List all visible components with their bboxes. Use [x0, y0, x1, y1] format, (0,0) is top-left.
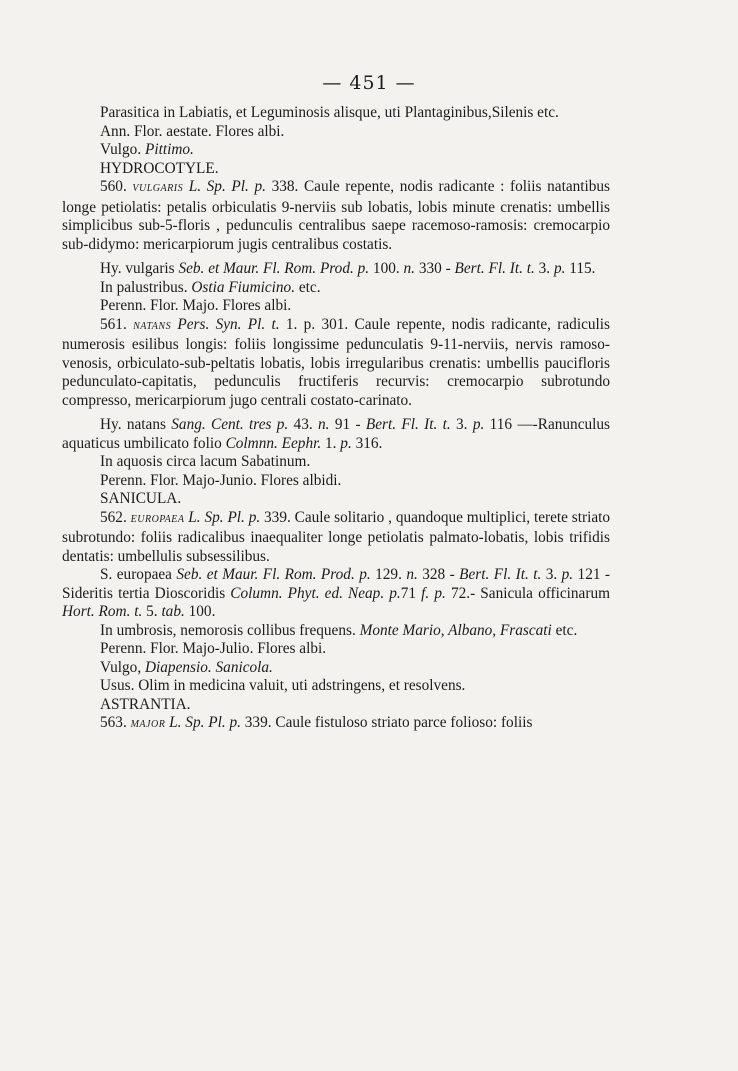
synonym-entry: S. europaea Seb. et Maur. Fl. Rom. Prod. p. 129. n. 328 - Bert. Fl. It. t. 3. p. 121 - Sideritis tertia Dioscoridis Column. Phyt. ed. Neap. p.71 f. p. 72.- Sanicula officinarum Hort. Rom. t. 5. tab. 100.: [62, 566, 611, 620]
text-line: Ann. Flor. aestate. Flores albi.: [100, 122, 285, 140]
species-entry: 560. VULGARIS L. Sp. Pl. p. 338. Caule repente, nodis radicante : foliis natantibus longe petiolatis: petalis orbiculatis 9-nerviis sub lobatis, lobis minute crenatis: umbellis simplicibus sub-5-floris , pedunculis centralibus saepe racemoso-ramosis: cremocarpio sub-didymo: mericarpiorum jugis centralibus costatis.: [62, 178, 611, 253]
species-entry: 562. EUROPAEA L. Sp. Pl. p. 339. Caule solitario , quandoque multiplici, terete striato subrotundo: foliis radicalibus inaequaliter longe petiolatis palmato-lobatis, lobis trifidis dentatis: umbellulis subsessilibus.: [62, 508, 611, 565]
usage-line: Usus. Olim in medicina valuit, uti adstringens, et resolvens.: [100, 677, 466, 694]
text-line: Parasitica in Labiatis, et Leguminosis alisque, uti Plantaginibus,Silenis etc.: [100, 104, 559, 121]
text-line: Vulgo. Pittimo.: [100, 141, 194, 158]
synonym-entry: Hy. natans Sang. Cent. tres p. 43. n. 91 - Bert. Fl. It. t. 3. p. 116 —-Ranunculus aquaticus umbilicato folio Colmnn. Eephr. 1. p. 316.: [62, 416, 610, 452]
genus-heading: HYDROCOTYLE.: [100, 159, 219, 177]
habitat-line: In palustribus. Ostia Fiumicino. etc.: [100, 278, 321, 296]
page-text: [62, 104, 610, 735]
flowering-line: Perenn. Flor. Majo-Junio. Flores albidi.: [100, 471, 342, 489]
species-entry: 561. NATANS Pers. Syn. Pl. t. 1. p. 301. Caule repente, nodis radicante, radiculis numerosis esilibus longis: foliis longissime pedunculatis 9-11-nerviis, nervis ramoso-venosis, orbiculato-sub-peltatis lobatis, lobis irregularibus crenatis: umbellis paucifloris pedunculato-capitatis, pedunculis fructiferis recurvis: cremocarpio subrotundo compresso, mericarpiorum jugo centrali costato-carinato.: [62, 315, 610, 409]
habitat-line: In aquosis circa lacum Sabatinum.: [100, 453, 311, 470]
flowering-line: Perenn. Flor. Majo-Julio. Flores albi.: [100, 640, 327, 657]
habitat-line: In umbrosis, nemorosis collibus frequens. Monte Mario, Albano, Frascati etc.: [100, 621, 578, 639]
vernacular-line: Vulgo, Diapensio. Sanicola.: [100, 658, 273, 676]
genus-heading: SANICULA.: [100, 490, 182, 507]
synonym-entry: Hy. vulgaris Seb. et Maur. Fl. Rom. Prod. p. 100. n. 330 - Bert. Fl. It. t. 3. p. 115.: [100, 260, 596, 277]
genus-heading: ASTRANTIA.: [100, 695, 191, 713]
page-number: — 451 —: [322, 72, 416, 94]
flowering-line: Perenn. Flor. Majo. Flores albi.: [100, 297, 292, 314]
species-entry: 563. MAJOR L. Sp. Pl. p. 339. Caule fistuloso striato parce folioso: foliis: [100, 714, 533, 731]
